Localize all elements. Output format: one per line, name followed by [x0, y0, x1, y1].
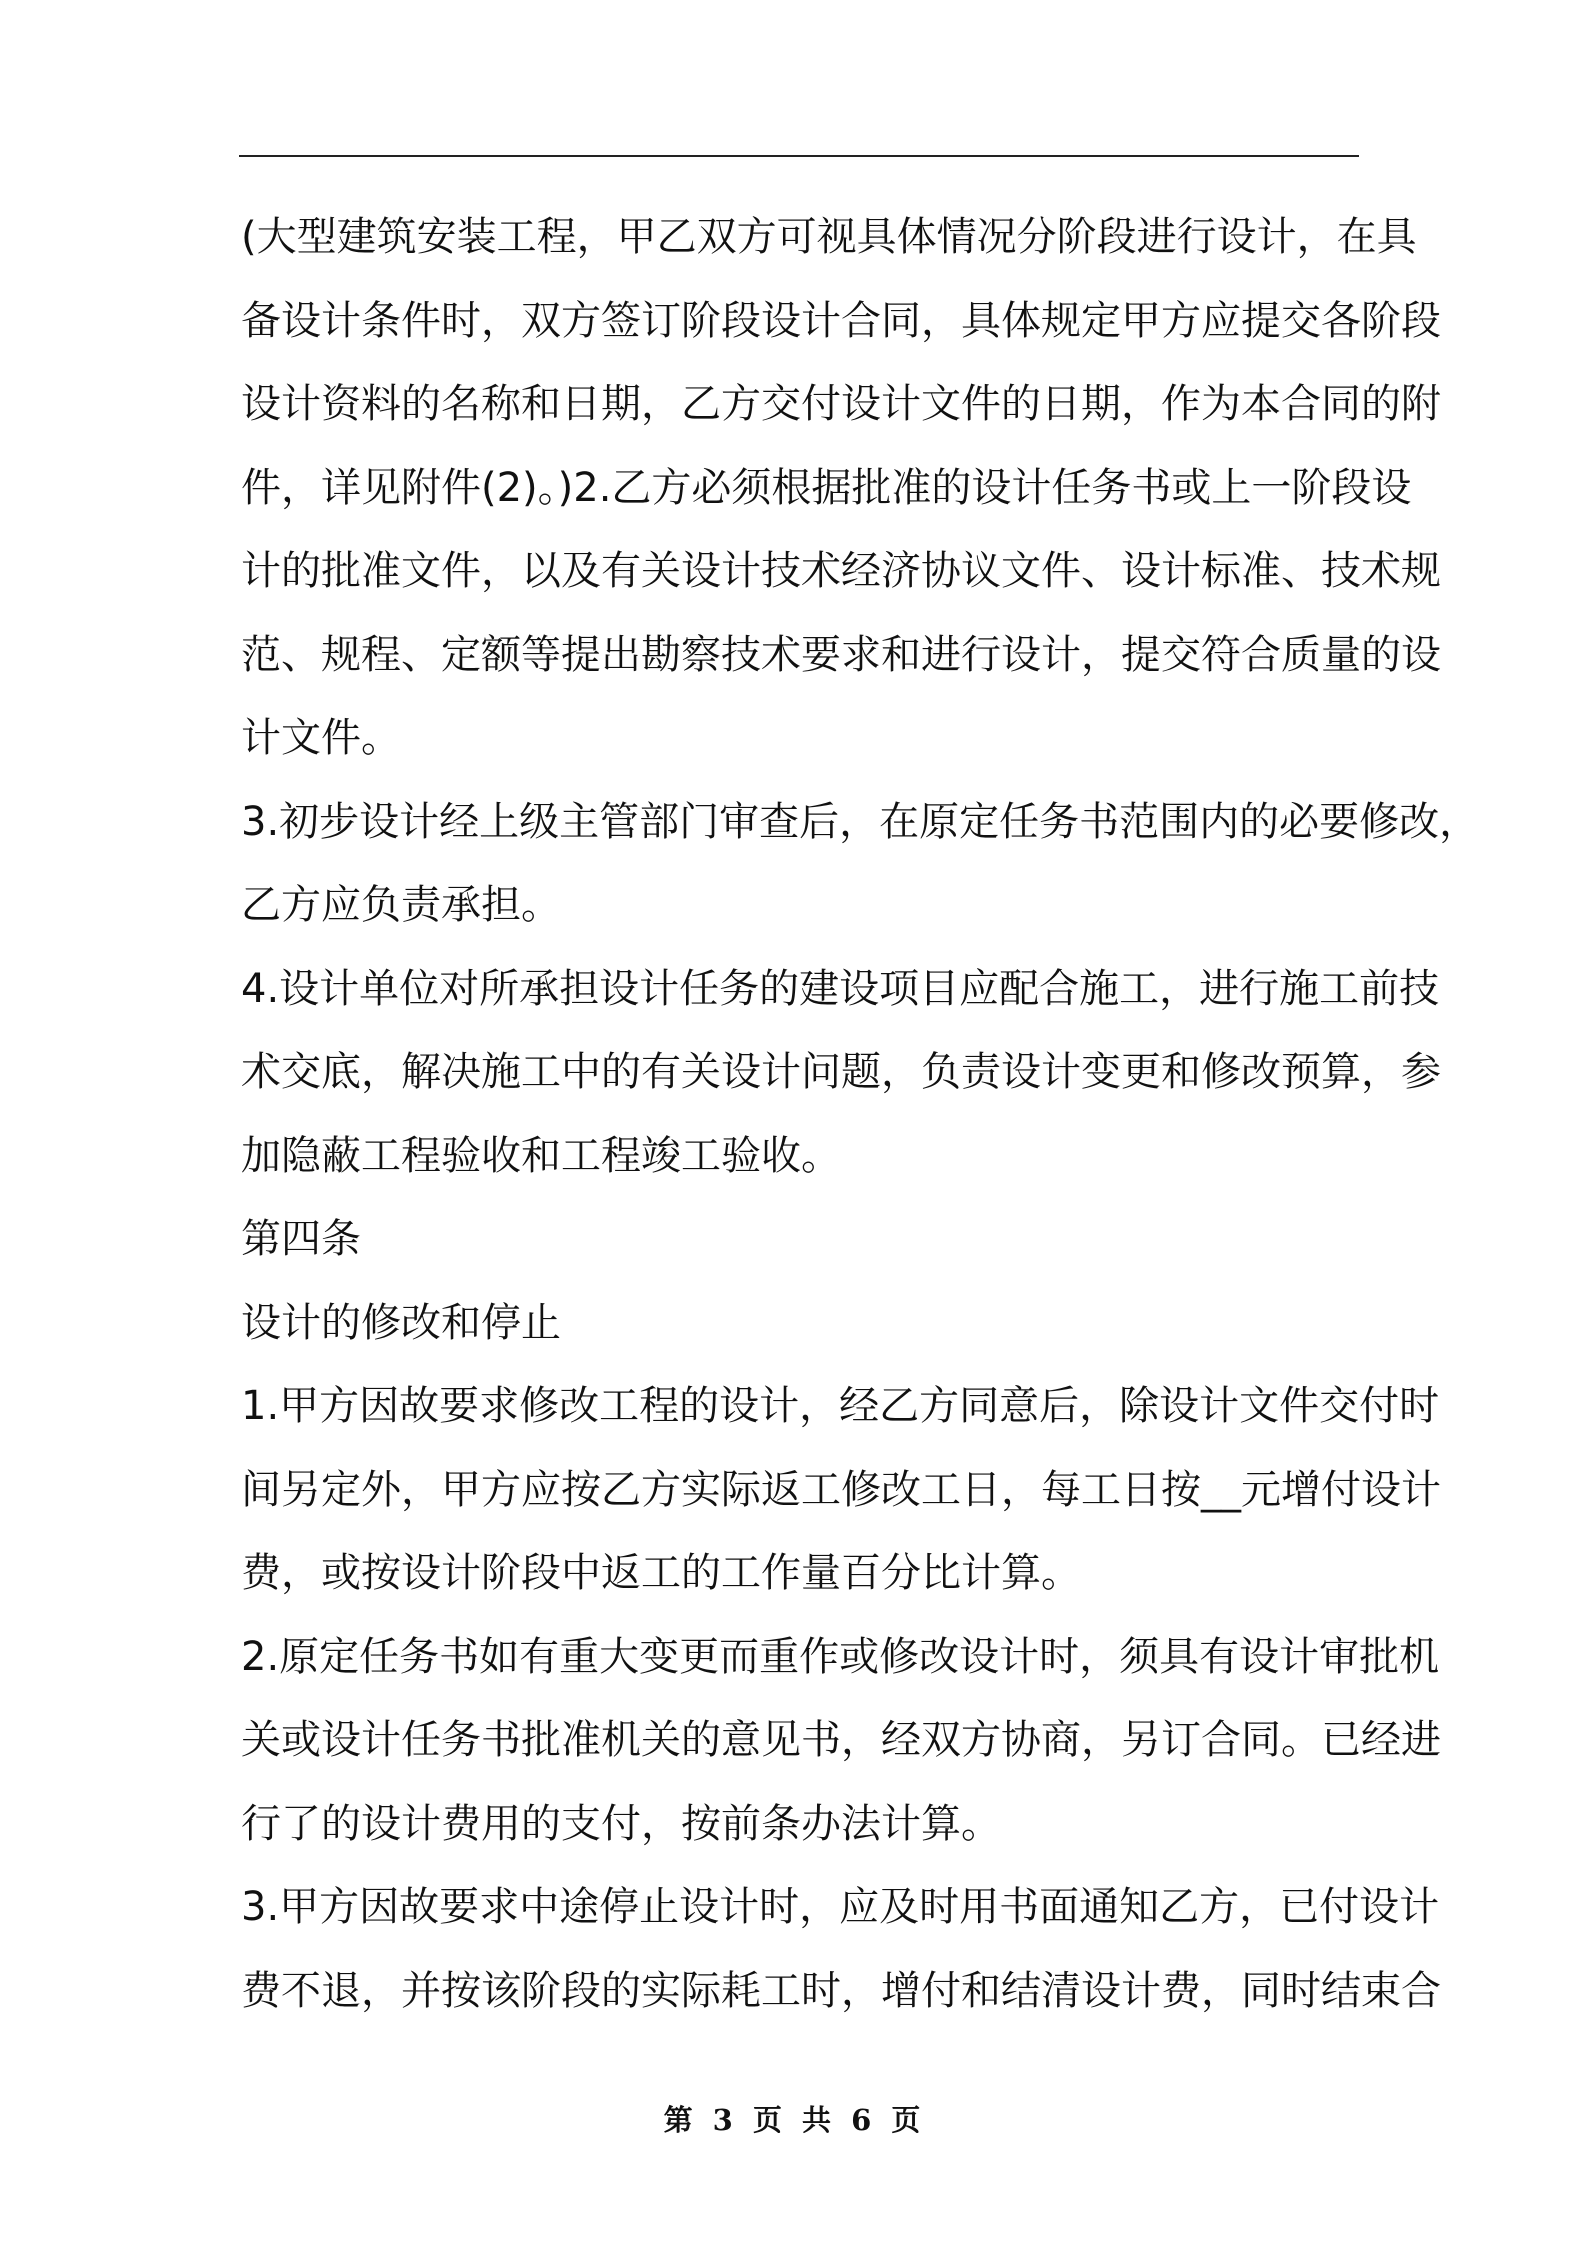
paragraph-line: 行了的设计费用的支付，按前条办法计算。 [241, 1800, 1001, 1847]
section-title: 设计的修改和停止 [241, 1299, 561, 1346]
paragraph-line: 费，或按设计阶段中返工的工作量百分比计算。 [241, 1550, 1081, 1596]
paragraph-line: 设计资料的名称和日期，乙方交付设计文件的日期，作为本合同的附 [241, 381, 1441, 427]
paragraph-line: 术交底，解决施工中的有关设计问题，负责设计变更和修改预算，参 [241, 1049, 1441, 1095]
paragraph-line: 间另定外，甲方应按乙方实际返工修改工日，每工日按__元增付设计 [241, 1466, 1441, 1513]
paragraph-line: 加隐蔽工程验收和工程竣工验收。 [241, 1132, 841, 1179]
paragraph-line: 计的批准文件，以及有关设计技术经济协议文件、设计标准、技术规 [241, 548, 1441, 594]
section-heading: 第四条 [241, 1216, 361, 1262]
paragraph-line: 4.设计单位对所承担设计任务的建设项目应配合施工，进行施工前技 [241, 965, 1440, 1012]
paragraph-line: 1.甲方因故要求修改工程的设计，经乙方同意后，除设计文件交付时 [241, 1383, 1440, 1429]
paragraph-line: 件，详见附件(2)。)2.乙方必须根据批准的设计任务书或上一阶段设 [241, 464, 1412, 511]
paragraph-line: 3.初步设计经上级主管部门审查后，在原定任务书范围内的必要修改， [241, 798, 1480, 845]
document-body [241, 196, 1480, 2033]
paragraph-line: (大型建筑安装工程，甲乙双方可视具体情况分阶段进行设计，在具 [241, 214, 1417, 260]
paragraph-line: 关或设计任务书批准机关的意见书，经双方协商，另订合同。已经进 [241, 1717, 1441, 1763]
paragraph-line: 2.原定任务书如有重大变更而重作或修改设计时，须具有设计审批机 [241, 1633, 1440, 1680]
paragraph-line: 3.甲方因故要求中途停止设计时，应及时用书面通知乙方，已付设计 [241, 1884, 1440, 1930]
paragraph-line: 费不退，并按该阶段的实际耗工时，增付和结清设计费，同时结束合 [241, 1967, 1441, 2014]
page-number-footer: 第 3 页 共 6 页 [663, 2103, 923, 2137]
paragraph-line: 备设计条件时，双方签订阶段设计合同，具体规定甲方应提交各阶段 [241, 297, 1441, 344]
paragraph-line: 范、规程、定额等提出勘察技术要求和进行设计，提交符合质量的设 [241, 631, 1441, 678]
header-divider [239, 155, 1359, 157]
paragraph-line: 乙方应负责承担。 [241, 882, 561, 928]
paragraph-line: 计文件。 [241, 715, 401, 761]
